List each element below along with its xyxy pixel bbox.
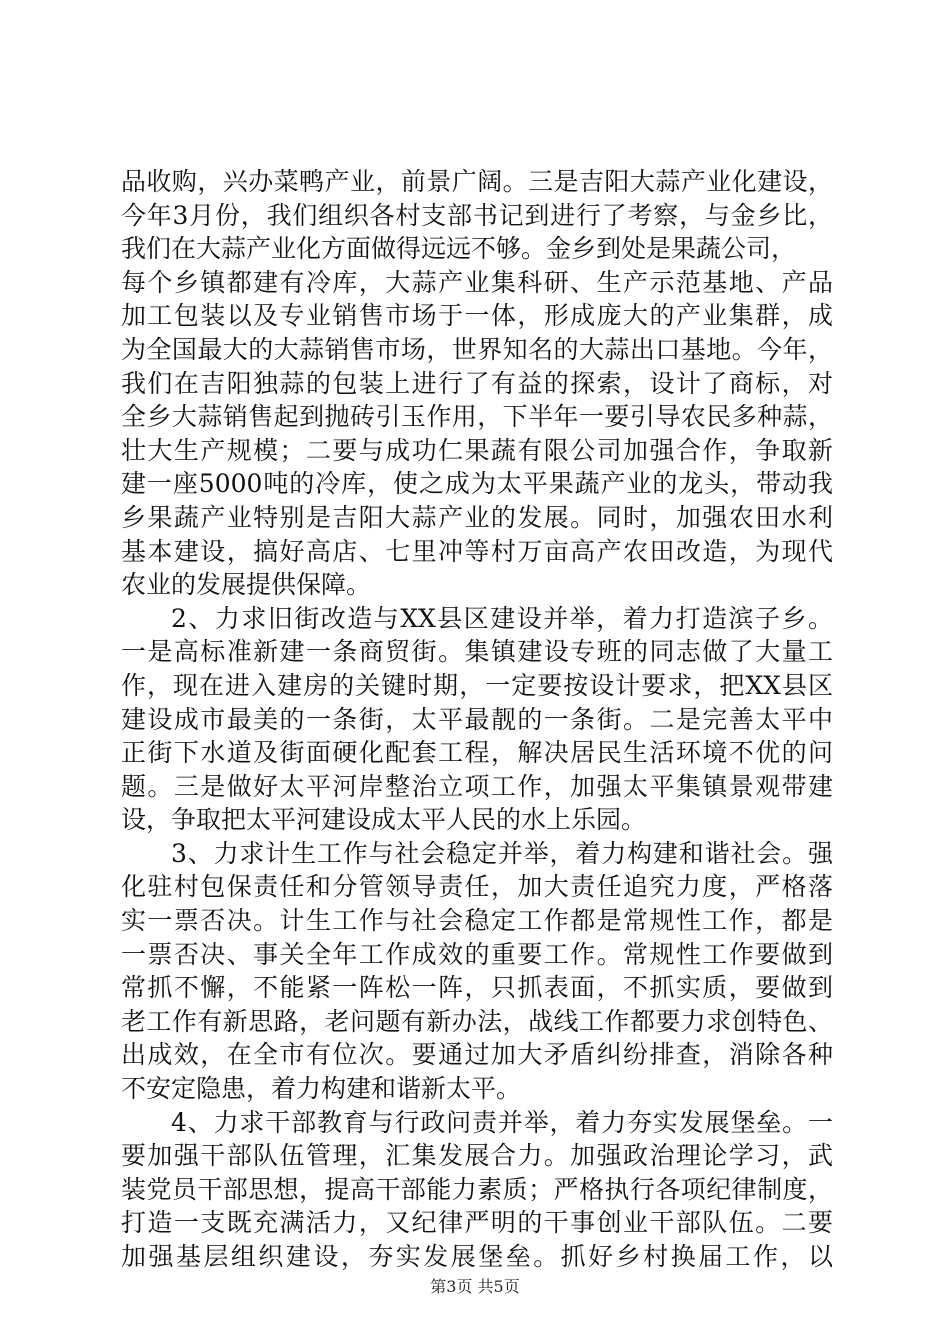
text-line: 品收购，兴办菜鸭产业，前景广阔。三是吉阳大蒜产业化建设，	[121, 167, 833, 196]
text-line: 老工作有新思路，老问题有新办法，战线工作都要力求创特色、	[121, 1006, 833, 1036]
text-line: 基本建设，搞好高店、七里冲等村万亩高产农田改造，为现代	[121, 536, 833, 566]
text-line: 常抓不懈，不能紧一阵松一阵，只抓表面，不抓实质，要做到	[121, 973, 833, 1003]
text-line: 农业的发展提供保障。	[121, 570, 372, 600]
text-line: 加工包装以及专业销售市场于一体，形成庞大的产业集群，成	[121, 301, 833, 331]
text-line: 壮大生产规模；二要与成功仁果蔬有限公司加强合作，争取新	[121, 435, 833, 465]
text-line: 设，争取把太平河建设成太平人民的水上乐园。	[121, 805, 647, 835]
text-line: 一是高标准新建一条商贸街。集镇建设专班的同志做了大量工	[121, 637, 833, 667]
text-line: 我们在吉阳独蒜的包装上进行了有益的探索，设计了商标，对	[121, 368, 833, 398]
text-line: 不安定隐患，着力构建和谐新太平。	[121, 1074, 522, 1104]
text-line: 每个乡镇都建有冷库，大蒜产业集科研、生产示范基地、产品	[121, 267, 833, 297]
text-line: 题。三是做好太平河岸整治立项工作，加强太平集镇景观带建	[121, 771, 833, 801]
text-line: 加强基层组织建设，夯实发展堡垒。抓好乡村换届工作，以	[121, 1242, 833, 1271]
text-line: 今年3月份，我们组织各村支部书记到进行了考察，与金乡比，	[121, 200, 833, 230]
text-line: 乡果蔬产业特别是吉阳大蒜产业的发展。同时，加强农田水利	[121, 502, 833, 532]
text-line: 2、力求旧街改造与XX县区建设并举，着力打造滨子乡。	[171, 603, 833, 633]
text-line: 我们在大蒜产业化方面做得远远不够。金乡到处是果蔬公司，	[121, 234, 797, 264]
text-line: 一票否决、事关全年工作成效的重要工作。常规性工作要做到	[121, 939, 833, 969]
text-line: 实一票否决。计生工作与社会稳定工作都是常规性工作，都是	[121, 906, 833, 936]
text-line: 作，现在进入建房的关键时期，一定要按设计要求，把XX县区	[121, 670, 833, 700]
text-line: 建一座5000吨的冷库，使之成为太平果蔬产业的龙头，带动我	[121, 469, 833, 499]
document-body	[121, 165, 833, 1274]
text-line: 要加强干部队伍管理，汇集发展合力。加强政治理论学习，武	[121, 1141, 833, 1171]
text-line: 全乡大蒜销售起到抛砖引玉作用，下半年一要引导农民多种蒜，	[121, 402, 833, 432]
text-line: 装党员干部思想，提高干部能力素质；严格执行各项纪律制度，	[121, 1174, 833, 1204]
text-line: 出成效，在全市有位次。要通过加大矛盾纠纷排查，消除各种	[121, 1040, 833, 1070]
text-line: 3、力求计生工作与社会稳定并举，着力构建和谐社会。强	[171, 838, 833, 868]
text-line: 为全国最大的大蒜销售市场，世界知名的大蒜出口基地。今年，	[121, 334, 833, 364]
text-line: 建设成市最美的一条街，太平最靓的一条街。二是完善太平中	[121, 704, 833, 734]
page-footer: 第3页 共5页	[430, 1277, 520, 1296]
text-line: 化驻村包保责任和分管领导责任，加大责任追究力度，严格落	[121, 872, 833, 902]
text-line: 4、力求干部教育与行政问责并举，着力夯实发展堡垒。一	[171, 1107, 833, 1137]
text-line: 打造一支既充满活力，又纪律严明的干事创业干部队伍。二要	[121, 1208, 833, 1238]
text-line: 正街下水道及街面硬化配套工程，解决居民生活环境不优的问	[121, 738, 833, 768]
